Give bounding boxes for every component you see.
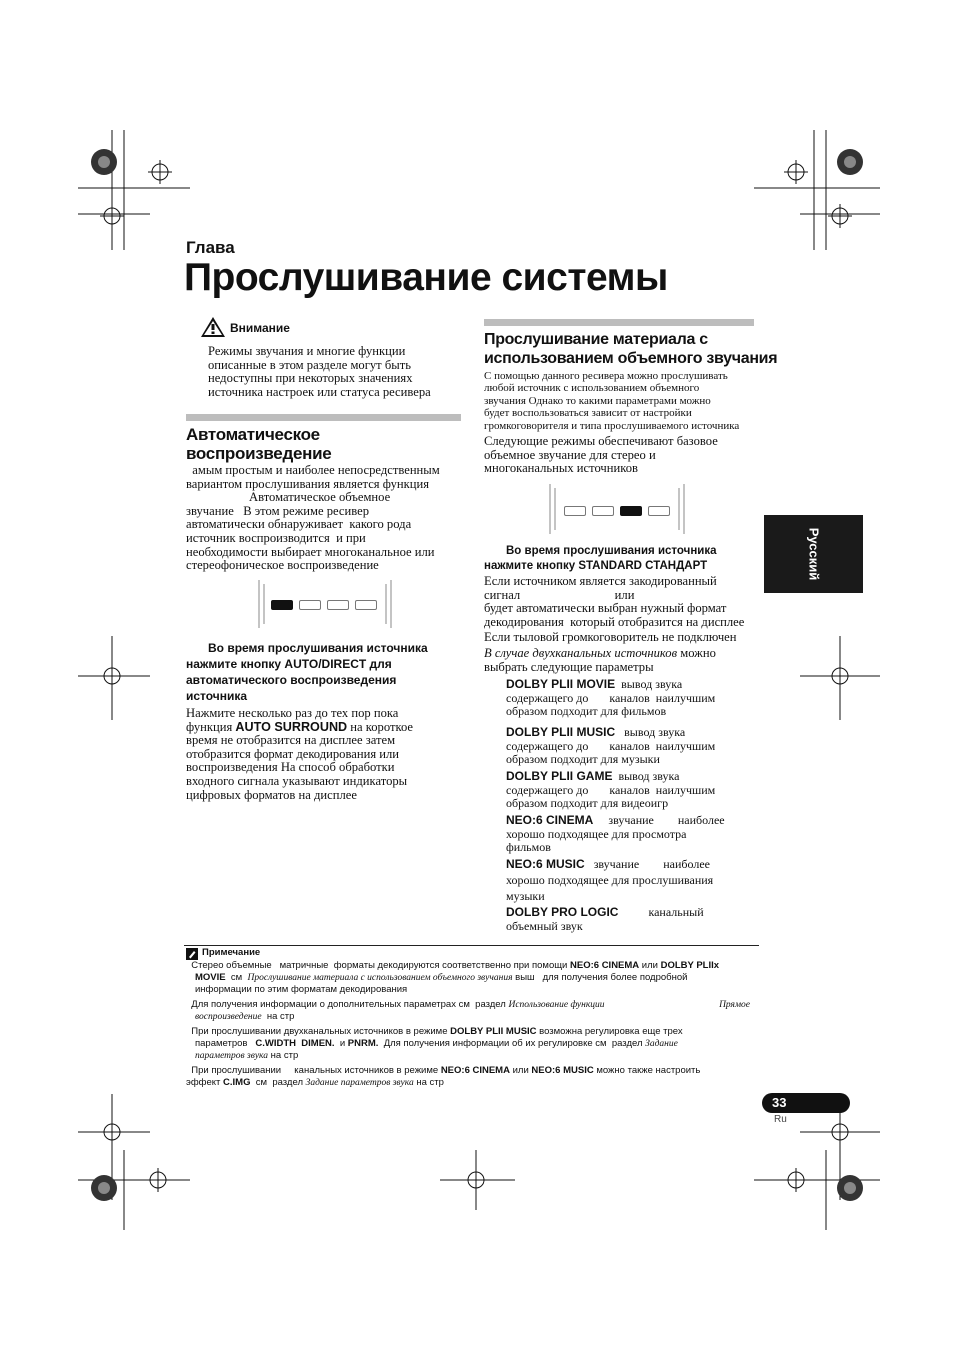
note-item <box>186 1077 756 1089</box>
mode-desc: образом подходит для музыки <box>506 752 660 767</box>
mode-desc: вывод звука <box>615 725 686 739</box>
mode-name: DOLBY PLII MOVIE <box>506 677 616 691</box>
auto-section-intro <box>186 464 466 573</box>
note-divider <box>184 945 759 946</box>
step-line: Во время прослушивания источника <box>208 641 428 655</box>
detail-line: Нажмите несколько раз до тех пор пока <box>186 706 399 720</box>
auto-section-heading <box>186 425 331 463</box>
note-item <box>186 1026 756 1038</box>
panel-button <box>648 506 670 516</box>
text: или <box>509 1065 532 1076</box>
mode-desc: музыки <box>506 888 545 903</box>
text: Стерео объемные матричные форматы декодируются соответственно при помощи <box>186 960 571 971</box>
text: функция <box>186 719 236 734</box>
step-line: нажмите кнопку STANDARD СТАНДАРТ <box>484 560 708 572</box>
detail-line <box>484 647 759 661</box>
page-number: 33 <box>772 1095 787 1110</box>
text: DOLBY PLII MUSIC <box>450 1026 537 1037</box>
surround-step-instruction <box>484 544 759 574</box>
detail-line: Если тыловой громкоговоритель не подключен <box>484 630 737 645</box>
mode-name: DOLBY PRO LOGIC <box>506 905 619 919</box>
note-item <box>186 1050 756 1062</box>
note-item: информации по этим форматам декодирования <box>195 984 408 995</box>
text: на короткое <box>347 719 413 734</box>
text: параметров <box>195 1038 256 1049</box>
heading-line: использованием объемного звучания <box>484 350 778 367</box>
mode-desc: содержащего до каналов наилучшим <box>506 782 716 797</box>
step-line: автоматического воспроизведения <box>186 673 397 687</box>
detail-line: цифровых форматов на дисплее <box>186 787 357 802</box>
detail-line: воспроизведения На способ обработки <box>186 760 395 775</box>
section-bar-left <box>186 414 461 421</box>
note-item <box>186 999 756 1011</box>
text: При прослушивании двухканальных источников в режиме <box>186 1026 451 1037</box>
intro-line: амым простым и наиболее непосредственным <box>186 463 440 477</box>
panel-button <box>355 600 377 610</box>
front-panel-illustration-auto <box>255 580 395 628</box>
intro-line: автоматически обнаруживает какого рода <box>186 517 412 532</box>
note-item <box>186 1038 756 1050</box>
step-line: нажмите кнопку AUTO/DIRECT для <box>186 657 392 671</box>
heading-line: Прослушивание материала с <box>484 331 708 348</box>
mode-desc: канальный <box>618 905 704 919</box>
note-icon <box>186 948 198 960</box>
language-code: Ru <box>774 1114 787 1125</box>
text: воспроизведение <box>195 1012 262 1022</box>
text: эффект <box>186 1077 224 1088</box>
note-body <box>186 960 756 1089</box>
panel-button <box>299 600 321 610</box>
panel-button-auto-direct <box>271 600 293 610</box>
chapter-label: Глава <box>186 238 235 257</box>
mode-desc: вывод звука <box>615 677 683 691</box>
text: DOLBY PLIIx <box>660 960 720 971</box>
surround-step-detail <box>484 575 759 674</box>
text: на стр <box>261 1011 295 1022</box>
chapter-title: Прослушивание системы <box>184 256 668 299</box>
detail-line <box>186 721 466 735</box>
detail-line: выбрать следующие параметры <box>484 659 654 674</box>
detail-line: будет автоматически выбран нужный формат <box>484 601 727 616</box>
intro-line: объемное звучание для стерео и <box>484 447 656 462</box>
intro-line: звучание В этом режиме ресивер <box>186 503 370 518</box>
caution-title: Внимание <box>230 321 290 335</box>
mode-desc: хорошо подходящее для просмотра <box>506 826 687 841</box>
intro-line: необходимости выбирает многоканальное или <box>186 544 435 559</box>
note-item <box>186 1065 756 1077</box>
caution-line: источника настроек или статуса ресивера <box>208 384 431 399</box>
list-item <box>506 906 756 933</box>
surround-section-heading <box>484 330 777 368</box>
page-number-badge <box>762 1093 850 1113</box>
intro-line: любой источник с использованием объемного <box>484 382 700 395</box>
detail-line: Если источником является закодированный <box>484 574 717 588</box>
intro-line: звучания Однако то какими параметрами можно <box>484 394 711 407</box>
intro-line: вариантом прослушивания является функция <box>186 476 429 491</box>
mode-desc: хорошо подходящее для прослушивания <box>506 872 714 887</box>
note-item <box>186 960 756 972</box>
panel-button <box>564 506 586 516</box>
caution-line: Режимы звучания и многие функции <box>208 344 406 358</box>
text: Для получения информации об их регулировке см раздел <box>378 1038 646 1049</box>
caution-line: описанные в этом разделе могут быть <box>208 357 411 372</box>
front-panel-illustration-standard <box>546 484 688 534</box>
text: В случае двухканальных источников <box>484 645 678 660</box>
text: Использование функции <box>508 1000 605 1010</box>
list-item <box>506 770 756 814</box>
text: NEO:6 CINEMA <box>570 960 640 971</box>
panel-button <box>592 506 614 516</box>
detail-line: входного сигнала указывают индикаторы <box>186 773 408 788</box>
text: см <box>225 972 248 983</box>
intro-line: будет воспользоваться зависит от настройки <box>484 407 692 420</box>
mode-desc: содержащего до каналов наилучшим <box>506 690 716 705</box>
text: можно <box>677 645 716 660</box>
text: Для получения информации о дополнительных параметрах см раздел <box>186 999 509 1010</box>
note-item <box>186 1011 756 1023</box>
text: можно также настроить <box>593 1065 701 1076</box>
mode-name: NEO:6 MUSIC <box>506 857 585 871</box>
detail-line: время не отобразится на дисплее затем <box>186 733 396 748</box>
caution-text <box>208 345 468 399</box>
text: возможна регулировка еще трех <box>536 1026 683 1037</box>
mode-desc: звучание наиболее <box>584 857 710 871</box>
text: на стр <box>413 1077 444 1088</box>
panel-button-standard <box>620 506 642 516</box>
warning-icon <box>200 316 226 338</box>
mode-name: DOLBY PLII MUSIC <box>506 725 616 739</box>
text: При прослушивании канальных источников в режиме <box>186 1065 441 1076</box>
text: Прослушивание материала с использованием объемного звучания <box>247 973 513 983</box>
listening-modes-list <box>506 678 756 933</box>
intro-line: С помощью данного ресивера можно прослушивать <box>484 370 728 382</box>
surround-intro <box>484 435 759 476</box>
mode-desc: содержащего до каналов наилучшим <box>506 738 716 753</box>
detail-line: отобразится формат декодирования или <box>186 746 400 761</box>
text: или <box>639 960 661 971</box>
intro-line: многоканальных источников <box>484 461 638 476</box>
text: выш для получения более подробной <box>512 972 688 983</box>
panel-button <box>327 600 349 610</box>
list-item <box>506 814 756 858</box>
step-line: источника <box>186 689 248 703</box>
heading-line: Автоматическое <box>186 425 320 444</box>
text: MOVIE <box>195 972 226 983</box>
language-side-tab <box>764 515 863 593</box>
text: параметров звука <box>195 1051 269 1061</box>
mode-desc: объемный звук <box>506 918 583 933</box>
step-line: Во время прослушивания источника <box>506 545 717 557</box>
text: C.IMG <box>223 1077 251 1088</box>
mode-desc: звучание наиболее <box>593 813 725 827</box>
mode-name: DOLBY PLII GAME <box>506 769 613 783</box>
mode-desc: фильмов <box>506 840 551 855</box>
note-title: Примечание <box>202 947 261 958</box>
auto-step-detail <box>186 707 466 802</box>
intro-line: стереофоническое воспроизведение <box>186 558 379 573</box>
surround-intro-small <box>484 370 759 432</box>
text: см раздел <box>250 1077 306 1088</box>
language-side-tab-label: Русский <box>806 527 821 581</box>
auto-surround-key: AUTO SURROUND <box>235 719 348 734</box>
intro-line: громкоговорителя и типа прослушиваемого источника <box>484 419 740 432</box>
note-item <box>186 972 756 984</box>
intro-line: Следующие режимы обеспечивают базовое <box>484 434 718 448</box>
mode-name: NEO:6 CINEMA <box>506 813 594 827</box>
detail-line: декодирования который отобразится на дисплее <box>484 614 745 629</box>
mode-desc: образом подходит для видеоигр <box>506 796 669 811</box>
caution-line: недоступны при некоторых значениях <box>208 371 413 386</box>
heading-line: воспроизведение <box>186 444 332 463</box>
auto-step-instruction <box>186 640 466 704</box>
intro-line: источник воспроизводится и при <box>186 530 366 545</box>
detail-line: сигнал или <box>484 587 635 602</box>
mode-desc: вывод звука <box>612 769 680 783</box>
text: Задание <box>645 1039 678 1049</box>
text: NEO:6 MUSIC <box>531 1065 594 1076</box>
text: NEO:6 CINEMA <box>440 1065 510 1076</box>
text: на стр <box>268 1050 299 1061</box>
list-item <box>506 726 756 770</box>
text: Задание параметров звука <box>305 1078 414 1088</box>
intro-line: Автоматическое объемное <box>186 490 391 505</box>
text: PNRM. <box>347 1038 379 1049</box>
text: Прямое <box>719 1000 750 1010</box>
section-bar-right <box>484 319 754 326</box>
list-item <box>506 858 756 906</box>
mode-desc: образом подходит для фильмов <box>506 704 667 719</box>
text: C.WIDTH DIMEN. <box>255 1038 335 1049</box>
list-item <box>506 678 756 726</box>
text: и <box>334 1038 348 1049</box>
